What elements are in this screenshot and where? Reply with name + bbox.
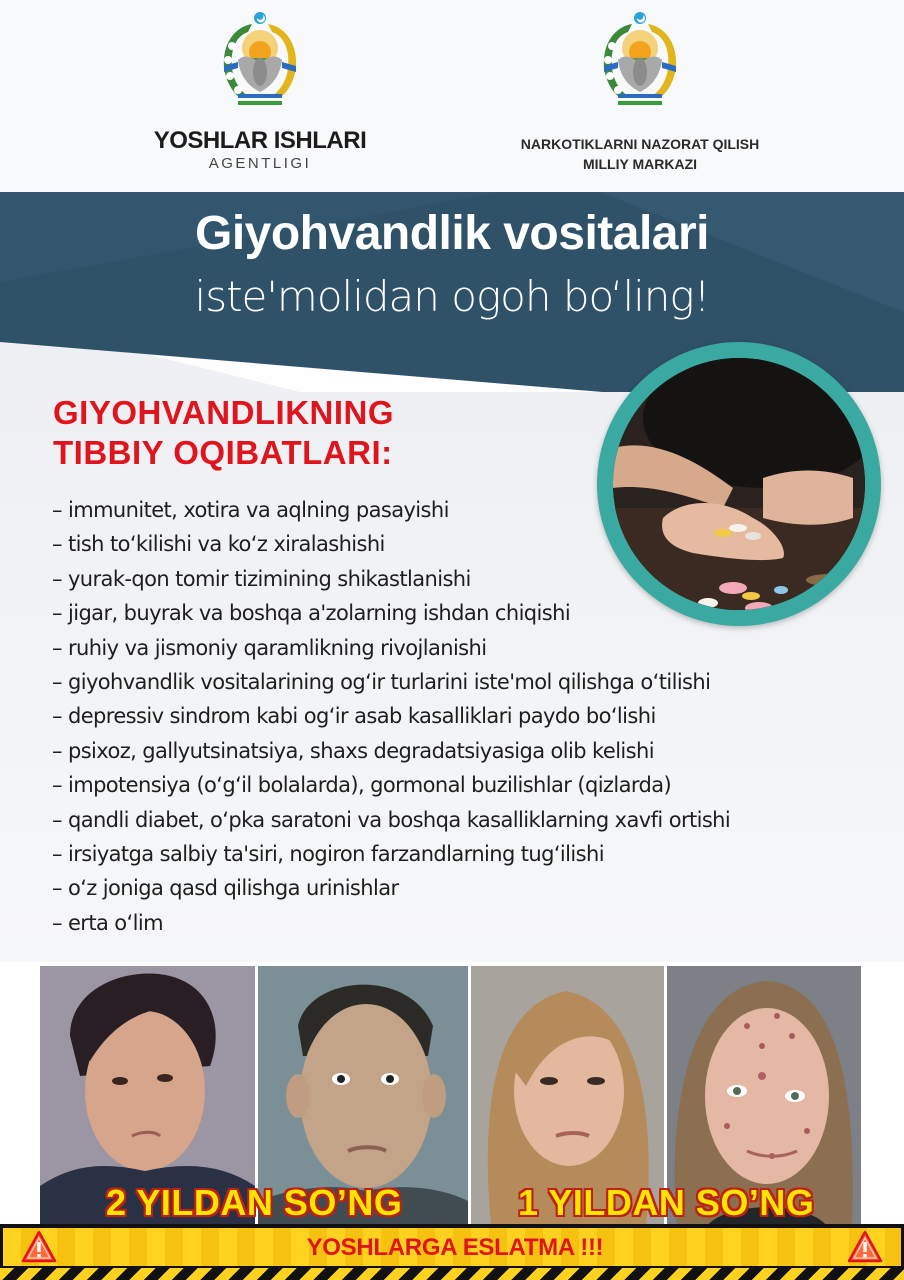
list-item: – qandli diabet, o‘pka saratoni va boshqa kasalliklarning xavfi ortishi: [52, 807, 731, 832]
drug-control-center-logo: [480, 10, 800, 174]
youth-agency-logo: [130, 10, 390, 174]
list-item: – tish to‘kilishi va ko‘z xiralashishi: [52, 532, 385, 557]
state-emblem-icon: [208, 10, 312, 118]
list-item: – irsiyatga salbiy ta'siri, nogiron farzandlarning tug‘ilishi: [52, 842, 604, 867]
section-heading-line2: TIBBIY OQIBATLARI:: [53, 434, 393, 471]
list-item: – giyohvandlik vositalarining og‘ir turlarini iste'mol qilishga o‘tilishi: [52, 670, 711, 695]
state-emblem-icon: [588, 10, 692, 118]
drug-control-center-name: NARKOTIKLARNI NAZORAT QILISH: [520, 136, 760, 152]
banner-title: Giyohvandlik vositalari: [194, 207, 709, 260]
caption-1-year-later: 1 YILDAN SO’NG: [518, 1182, 815, 1223]
section-heading-line1: GIYOHVANDLIKNING: [53, 394, 395, 431]
list-item: – jigar, buyrak va boshqa a'zolarning ishdan chiqishi: [52, 601, 571, 626]
list-item: – o‘z joniga qasd qilishga urinishlar: [52, 876, 399, 901]
list-item: – immunitet, xotira va aqlning pasayishi: [52, 498, 449, 522]
section-heading: [53, 393, 394, 473]
pills-photo-frame: [597, 342, 881, 626]
list-item: – yurak-qon tomir tizimining shikastlanishi: [52, 566, 471, 591]
banner-subtitle: iste'molidan ogoh bo‘ling!: [194, 272, 710, 321]
list-item: – psixoz, gallyutsinatsiya, shaxs degradatsiyasiga olib kelishi: [52, 738, 654, 763]
youth-agency-subtitle: AGENTLIGI: [208, 155, 312, 172]
pills-photo: [613, 358, 865, 610]
list-item: – depressiv sindrom kabi og‘ir asab kasalliklari paydo bo‘lishi: [52, 704, 656, 729]
pills-photo-illustration: [613, 358, 865, 610]
caption-2-years-later: 2 YILDAN SO’NG: [106, 1182, 403, 1223]
drug-control-center-subtitle: MILLIY MARKAZI: [582, 156, 698, 172]
list-item: – impotensiya (o‘g‘il bolalarda), gormonal buzilishlar (qizlarda): [52, 773, 672, 798]
list-item: – ruhiy va jismoniy qaramlikning rivojlanishi: [52, 635, 487, 660]
warning-text: YOSHLARGA ESLATMA !!!: [306, 1234, 604, 1261]
list-item: – erta o‘lim: [52, 910, 163, 935]
warning-banner: [0, 1224, 904, 1280]
warning-triangle-icon: [847, 1230, 883, 1264]
youth-agency-name: YOSHLAR ISHLARI: [153, 127, 367, 154]
hazard-stripes: [0, 1268, 904, 1280]
warning-banner-body: [3, 1228, 901, 1266]
header: [0, 0, 904, 192]
